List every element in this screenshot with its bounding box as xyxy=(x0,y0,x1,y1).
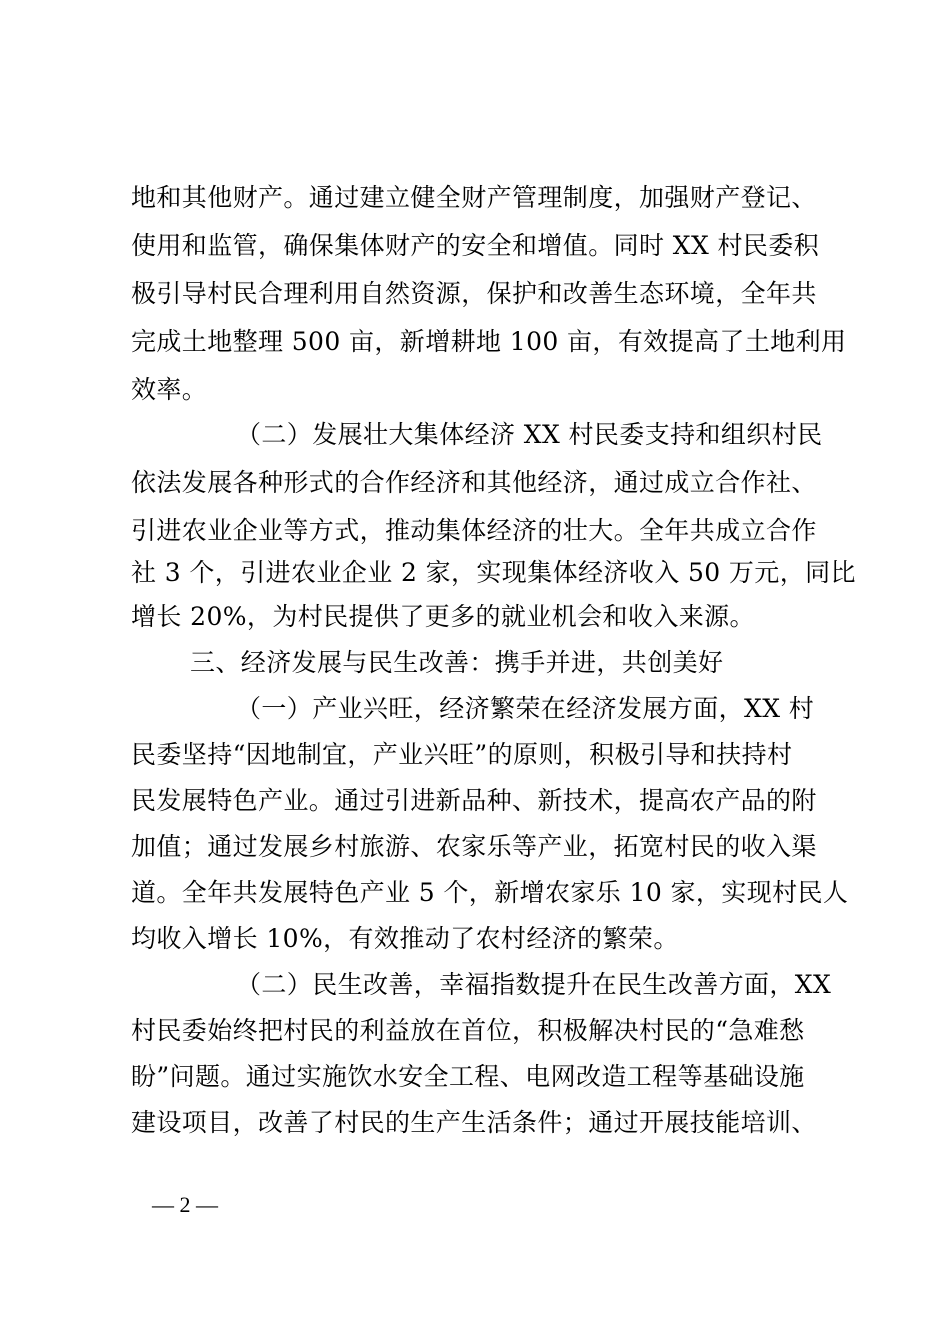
paragraph-first-line: （二）民生改善，幸福指数提升在民生改善方面，XX xyxy=(236,970,832,999)
text-line: 效率。 xyxy=(131,375,208,404)
text-line: 使用和监管，确保集体财产的安全和增值。同时 XX 村民委积 xyxy=(131,231,820,260)
text-line: 均收入增长 10%，有效推动了农村经济的繁荣。 xyxy=(131,924,679,953)
text-line: 完成土地整理 500 亩，新增耕地 100 亩，有效提高了土地利用 xyxy=(131,327,847,356)
text-line: 民委坚持“因地制宜，产业兴旺”的原则，积极引导和扶持村 xyxy=(131,740,793,769)
text-line: 建设项目，改善了村民的生产生活条件；通过开展技能培训、 xyxy=(131,1108,817,1137)
text-line: 地和其他财产。通过建立健全财产管理制度，加强财产登记、 xyxy=(131,183,817,212)
paragraph-first-line: （二）发展壮大集体经济 XX 村民委支持和组织村民 xyxy=(236,420,823,449)
text-line: 极引导村民合理利用自然资源，保护和改善生态环境，全年共 xyxy=(131,279,817,308)
page-number: — 2 — xyxy=(152,1192,218,1217)
text-line: 村民委始终把村民的利益放在首位，积极解决村民的“急难愁 xyxy=(131,1016,805,1045)
text-line: 加值；通过发展乡村旅游、农家乐等产业，拓宽村民的收入渠 xyxy=(131,832,817,861)
text-line: 道。全年共发展特色产业 5 个，新增农家乐 10 家，实现村民人 xyxy=(131,878,849,907)
text-line: 盼”问题。通过实施饮水安全工程、电网改造工程等基础设施 xyxy=(131,1062,805,1091)
text-line: 增长 20%，为村民提供了更多的就业机会和收入来源。 xyxy=(131,602,755,631)
text-line: 依法发展各种形式的合作经济和其他经济，通过成立合作社、 xyxy=(131,468,817,497)
text-line: 民发展特色产业。通过引进新品种、新技术，提高农产品的附 xyxy=(131,786,817,815)
paragraph-first-line: （一）产业兴旺，经济繁荣在经济发展方面，XX 村 xyxy=(236,694,815,723)
text-line: 引进农业企业等方式，推动集体经济的壮大。全年共成立合作 xyxy=(131,516,817,545)
text-line: 社 3 个，引进农业企业 2 家，实现集体经济收入 50 万元，同比 xyxy=(131,558,856,587)
section-heading: 三、经济发展与民生改善：携手并进，共创美好 xyxy=(190,648,724,677)
